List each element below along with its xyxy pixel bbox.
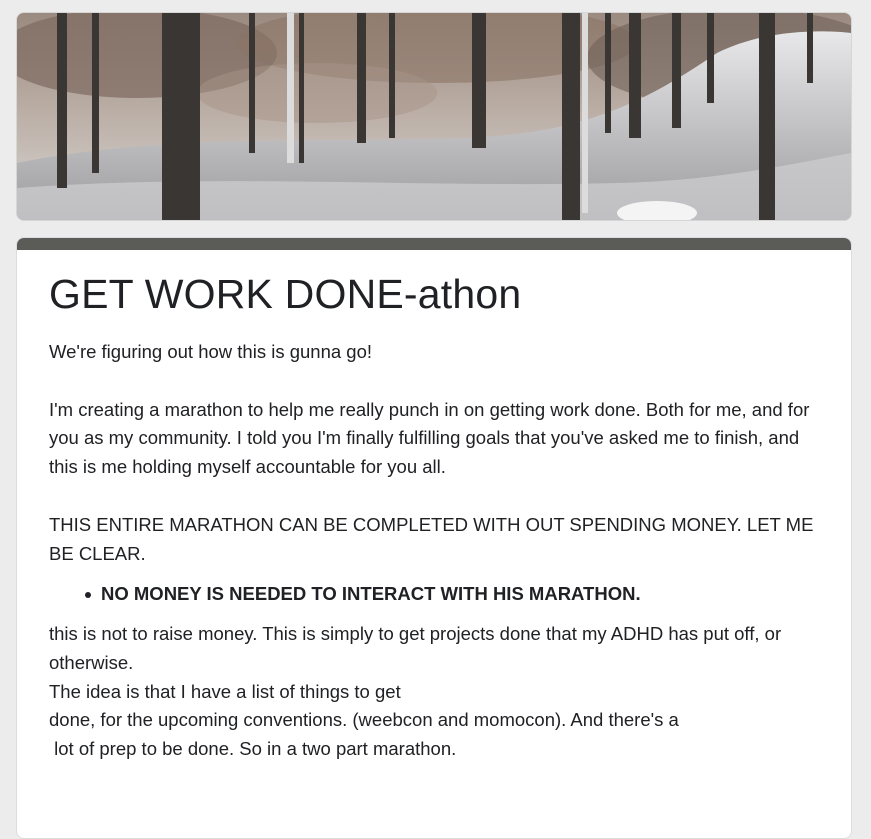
description-line: We're figuring out how this is gunna go! <box>49 341 373 362</box>
bullet-item: NO MONEY IS NEEDED TO INTERACT WITH HIS MARATHON. <box>101 580 819 608</box>
form-title: GET WORK DONE-athon <box>49 271 522 317</box>
form-header-card <box>16 237 852 839</box>
description-paragraph: this is not to raise money. This is simply to get projects done that my ADHD has put off, or otherwise. <box>49 623 782 673</box>
description-bullet-list <box>49 580 819 608</box>
snowy-forest-illustration <box>17 13 851 220</box>
description-line: The idea is that I have a list of things to get <box>49 680 401 702</box>
description-line: done, for the upcoming conventions. (weebcon and momocon). And there's a <box>49 709 679 731</box>
description-paragraph: I'm creating a marathon to help me really punch in on getting work done. Both for me, and for you as my community. I told you I'm finally fulfilling goals that you've asked me to finish, and this is me holding myself accountable for you all. <box>49 398 810 478</box>
form-description <box>49 338 819 764</box>
card-accent-bar <box>17 238 851 250</box>
description-paragraph: THIS ENTIRE MARATHON CAN BE COMPLETED WITH OUT SPENDING MONEY. LET ME BE CLEAR. <box>49 513 814 564</box>
description-line: lot of prep to be done. So in a two part marathon. <box>49 738 457 760</box>
header-banner-image <box>16 12 852 221</box>
